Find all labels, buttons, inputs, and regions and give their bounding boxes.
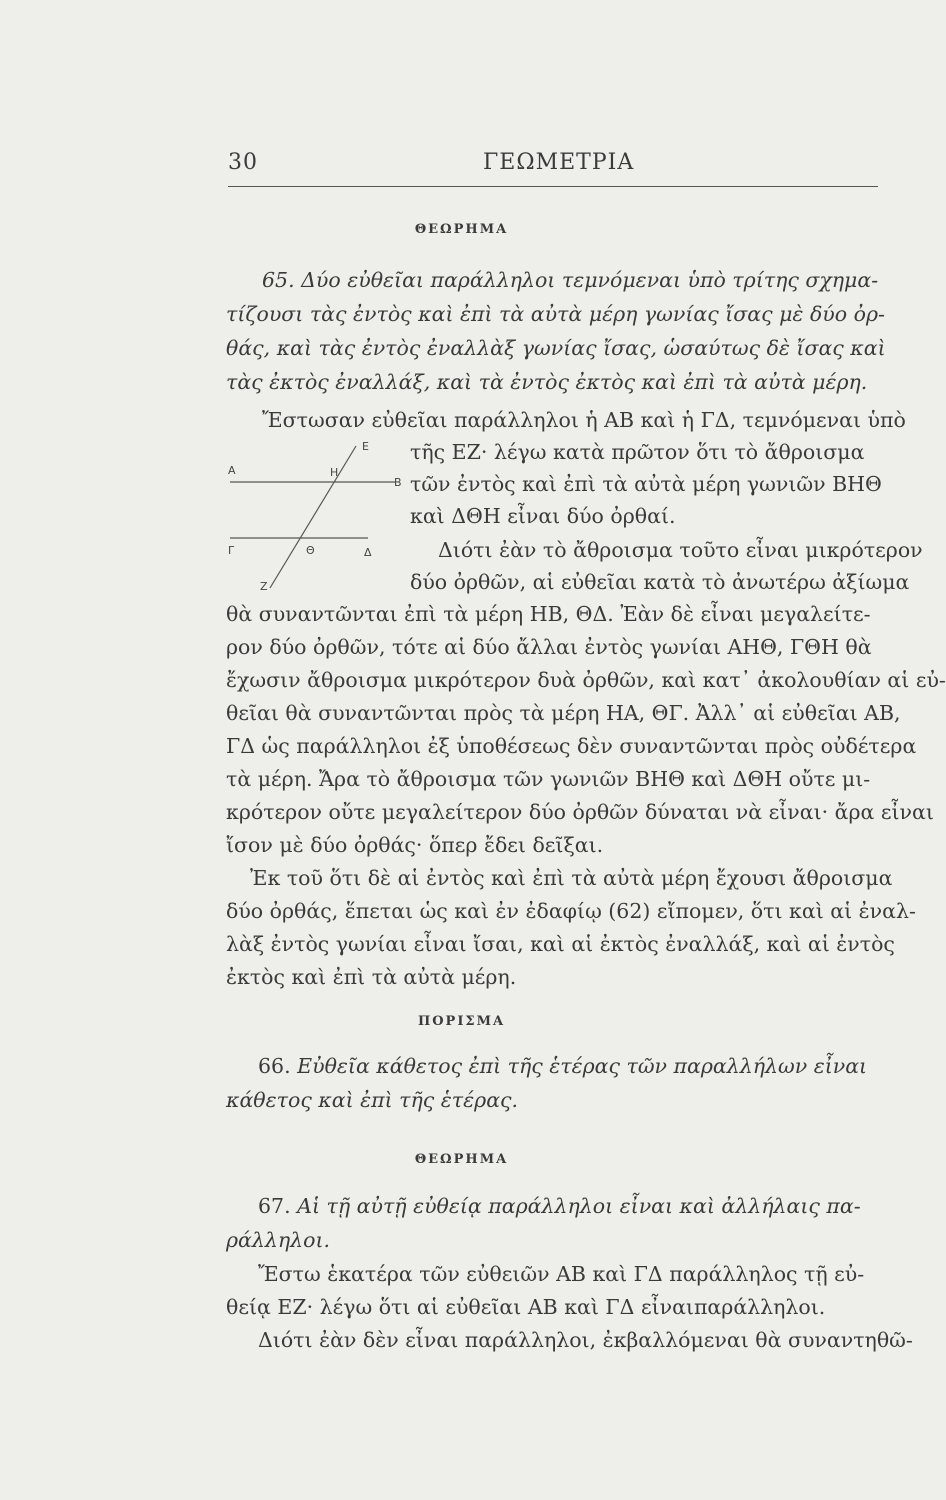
proof-line: Ἐκ τοῦ ὅτι δὲ αἱ ἐντὸς καὶ ἐπὶ τὰ αὐτὰ μέρη ἔχουσι ἄθροισμα [250,866,893,890]
label-d: Δ [364,546,372,559]
statement-line: θάς, καὶ τὰς ἐντὸς ἐναλλὰξ γωνίας ἴσας, ὡσαύτως δὲ ἴσας καὶ [226,336,886,360]
proof-line: τῆς ΕΖ· λέγω κατὰ πρῶτον ὅτι τὸ ἄθροισμα [410,440,865,464]
section-66-number: 66. [258,1054,291,1078]
page-number: 30 [228,150,258,175]
proof-line: κρότερον οὔτε μεγαλείτερον δύο ὀρθῶν δύναται νὰ εἶναι· ἄρα εἶναι [226,800,934,824]
label-a: Α [228,464,236,477]
section-number [258,1056,867,1077]
theorem-heading: ΘΕΩΡΗΜΑ [414,222,509,237]
proof-line: θὰ συναντῶνται ἐπὶ τὰ μέρη ΗΒ, ΘΔ. Ἐὰν δὲ εἶναι μεγαλείτε- [226,602,871,626]
statement-line: τὰς ἐκτὸς ἐναλλάξ, καὶ τὰ ἐντὸς ἐκτὸς καὶ ἐπὶ τὰ αὐτὰ μέρη. [226,370,868,394]
proof-line: Διότι ἐὰν δὲν εἶναι παράλληλοι, ἐκβαλλόμεναι θὰ συναντηθῶ- [258,1328,913,1352]
proof-line: ἔχωσιν ἄθροισμα μικρότερον δυὰ ὀρθῶν, καὶ κατ᾽ ἀκολουθίαν αἱ εὐ- [226,668,946,692]
section-67-number: 67. [258,1194,291,1218]
running-title: ΓΕΩΜΕΤΡΙΑ [483,150,635,175]
proof-line: θείᾳ ΕΖ· λέγω ὅτι αἱ εὐθεῖαι ΑΒ καὶ ΓΔ εἶναιπαράλληλοι. [226,1295,826,1319]
proof-line: Ἔστωσαν εὐθεῖαι παράλληλοι ἡ ΑΒ καὶ ἡ ΓΔ, τεμνόμεναι ὑπὸ [262,408,906,432]
statement-line: 65. Δύο εὐθεῖαι παράλληλοι τεμνόμεναι ὑπὸ τρίτης σχημα- [262,268,879,292]
proof-line: ΓΔ ὡς παράλληλοι ἐξ ὑποθέσεως δὲν συναντῶνται πρὸς οὐδέτερα [226,734,917,758]
statement-line: τίζουσι τὰς ἐντὸς καὶ ἐπὶ τὰ αὐτὰ μέρη γωνίας ἴσας μὲ δύο ὀρ- [226,302,885,326]
section-67-text: Αἱ τῇ αὐτῇ εὐθείᾳ παράλληλοι εἶναι καὶ ἀλλήλαις πα- [297,1194,861,1218]
proof-line: ρον δύο ὀρθῶν, τότε αἱ δύο ἄλλαι ἐντὸς γωνίαι ΑΗΘ, ΓΘΗ θὰ [226,635,872,659]
proof-line: τὰ μέρη. Ἄρα τὸ ἄθροισμα τῶν γωνιῶν ΒΗΘ καὶ ΔΘΗ οὔτε μι- [226,767,871,791]
proof-line: Διότι ἐὰν τὸ ἄθροισμα τοῦτο εἶναι μικρότερον [438,538,923,562]
corollary-line: κάθετος καὶ ἐπὶ τῆς ἑτέρας. [226,1088,519,1112]
proof-line: ἐκτὸς καὶ ἐπὶ τὰ αὐτὰ μέρη. [226,965,517,989]
proof-line: Ἔστω ἑκατέρα τῶν εὐθειῶν ΑΒ καὶ ΓΔ παράλληλος τῇ εὐ- [258,1262,865,1286]
proof-line: δύο ὀρθῶν, αἱ εὐθεῖαι κατὰ τὸ ἀνωτέρω ἀξίωμα [410,570,910,594]
page-header [228,150,878,190]
statement-line: ράλληλοι. [226,1228,331,1252]
proof-line: λὰξ ἐντὸς γωνίαι εἶναι ἴσαι, καὶ αἱ ἐκτὸς ἐναλλάξ, καὶ αἱ ἐντὸς [226,932,895,956]
label-z: Ζ [260,580,268,593]
label-e: Ε [362,440,369,453]
label-th: Θ [306,544,315,557]
label-b: Β [394,476,402,489]
proof-line: καὶ ΔΘΗ εἶναι δύο ὀρθαί. [410,504,676,528]
header-rule [228,186,878,187]
section-number [258,1196,861,1217]
proof-line: τῶν ἐντὸς καὶ ἐπὶ τὰ αὐτὰ μέρη γωνιῶν ΒΗΘ [410,472,882,496]
corollary-heading: ΠΟΡΙΣΜΑ [417,1014,506,1029]
proof-line: θεῖαι θὰ συναντῶνται πρὸς τὰ μέρη ΗΑ, ΘΓ. Ἀλλ᾽ αἱ εὐθεῖαι ΑΒ, [226,701,901,725]
label-h: Η [330,466,339,479]
label-g: Γ [228,544,235,557]
section-66-text: Εὐθεῖα κάθετος ἐπὶ τῆς ἑτέρας τῶν παραλλήλων εἶναι [297,1054,868,1078]
theorem-heading-2: ΘΕΩΡΗΜΑ [414,1152,509,1167]
proof-line: δύο ὀρθάς, ἕπεται ὡς καὶ ἐν ἐδαφίῳ (62) εἴπομεν, ὅτι καὶ αἱ ἐναλ- [226,899,916,923]
geometry-figure [226,440,402,610]
line-ez [270,446,356,588]
proof-line: ἴσον μὲ δύο ὀρθάς· ὅπερ ἔδει δεῖξαι. [226,833,604,857]
